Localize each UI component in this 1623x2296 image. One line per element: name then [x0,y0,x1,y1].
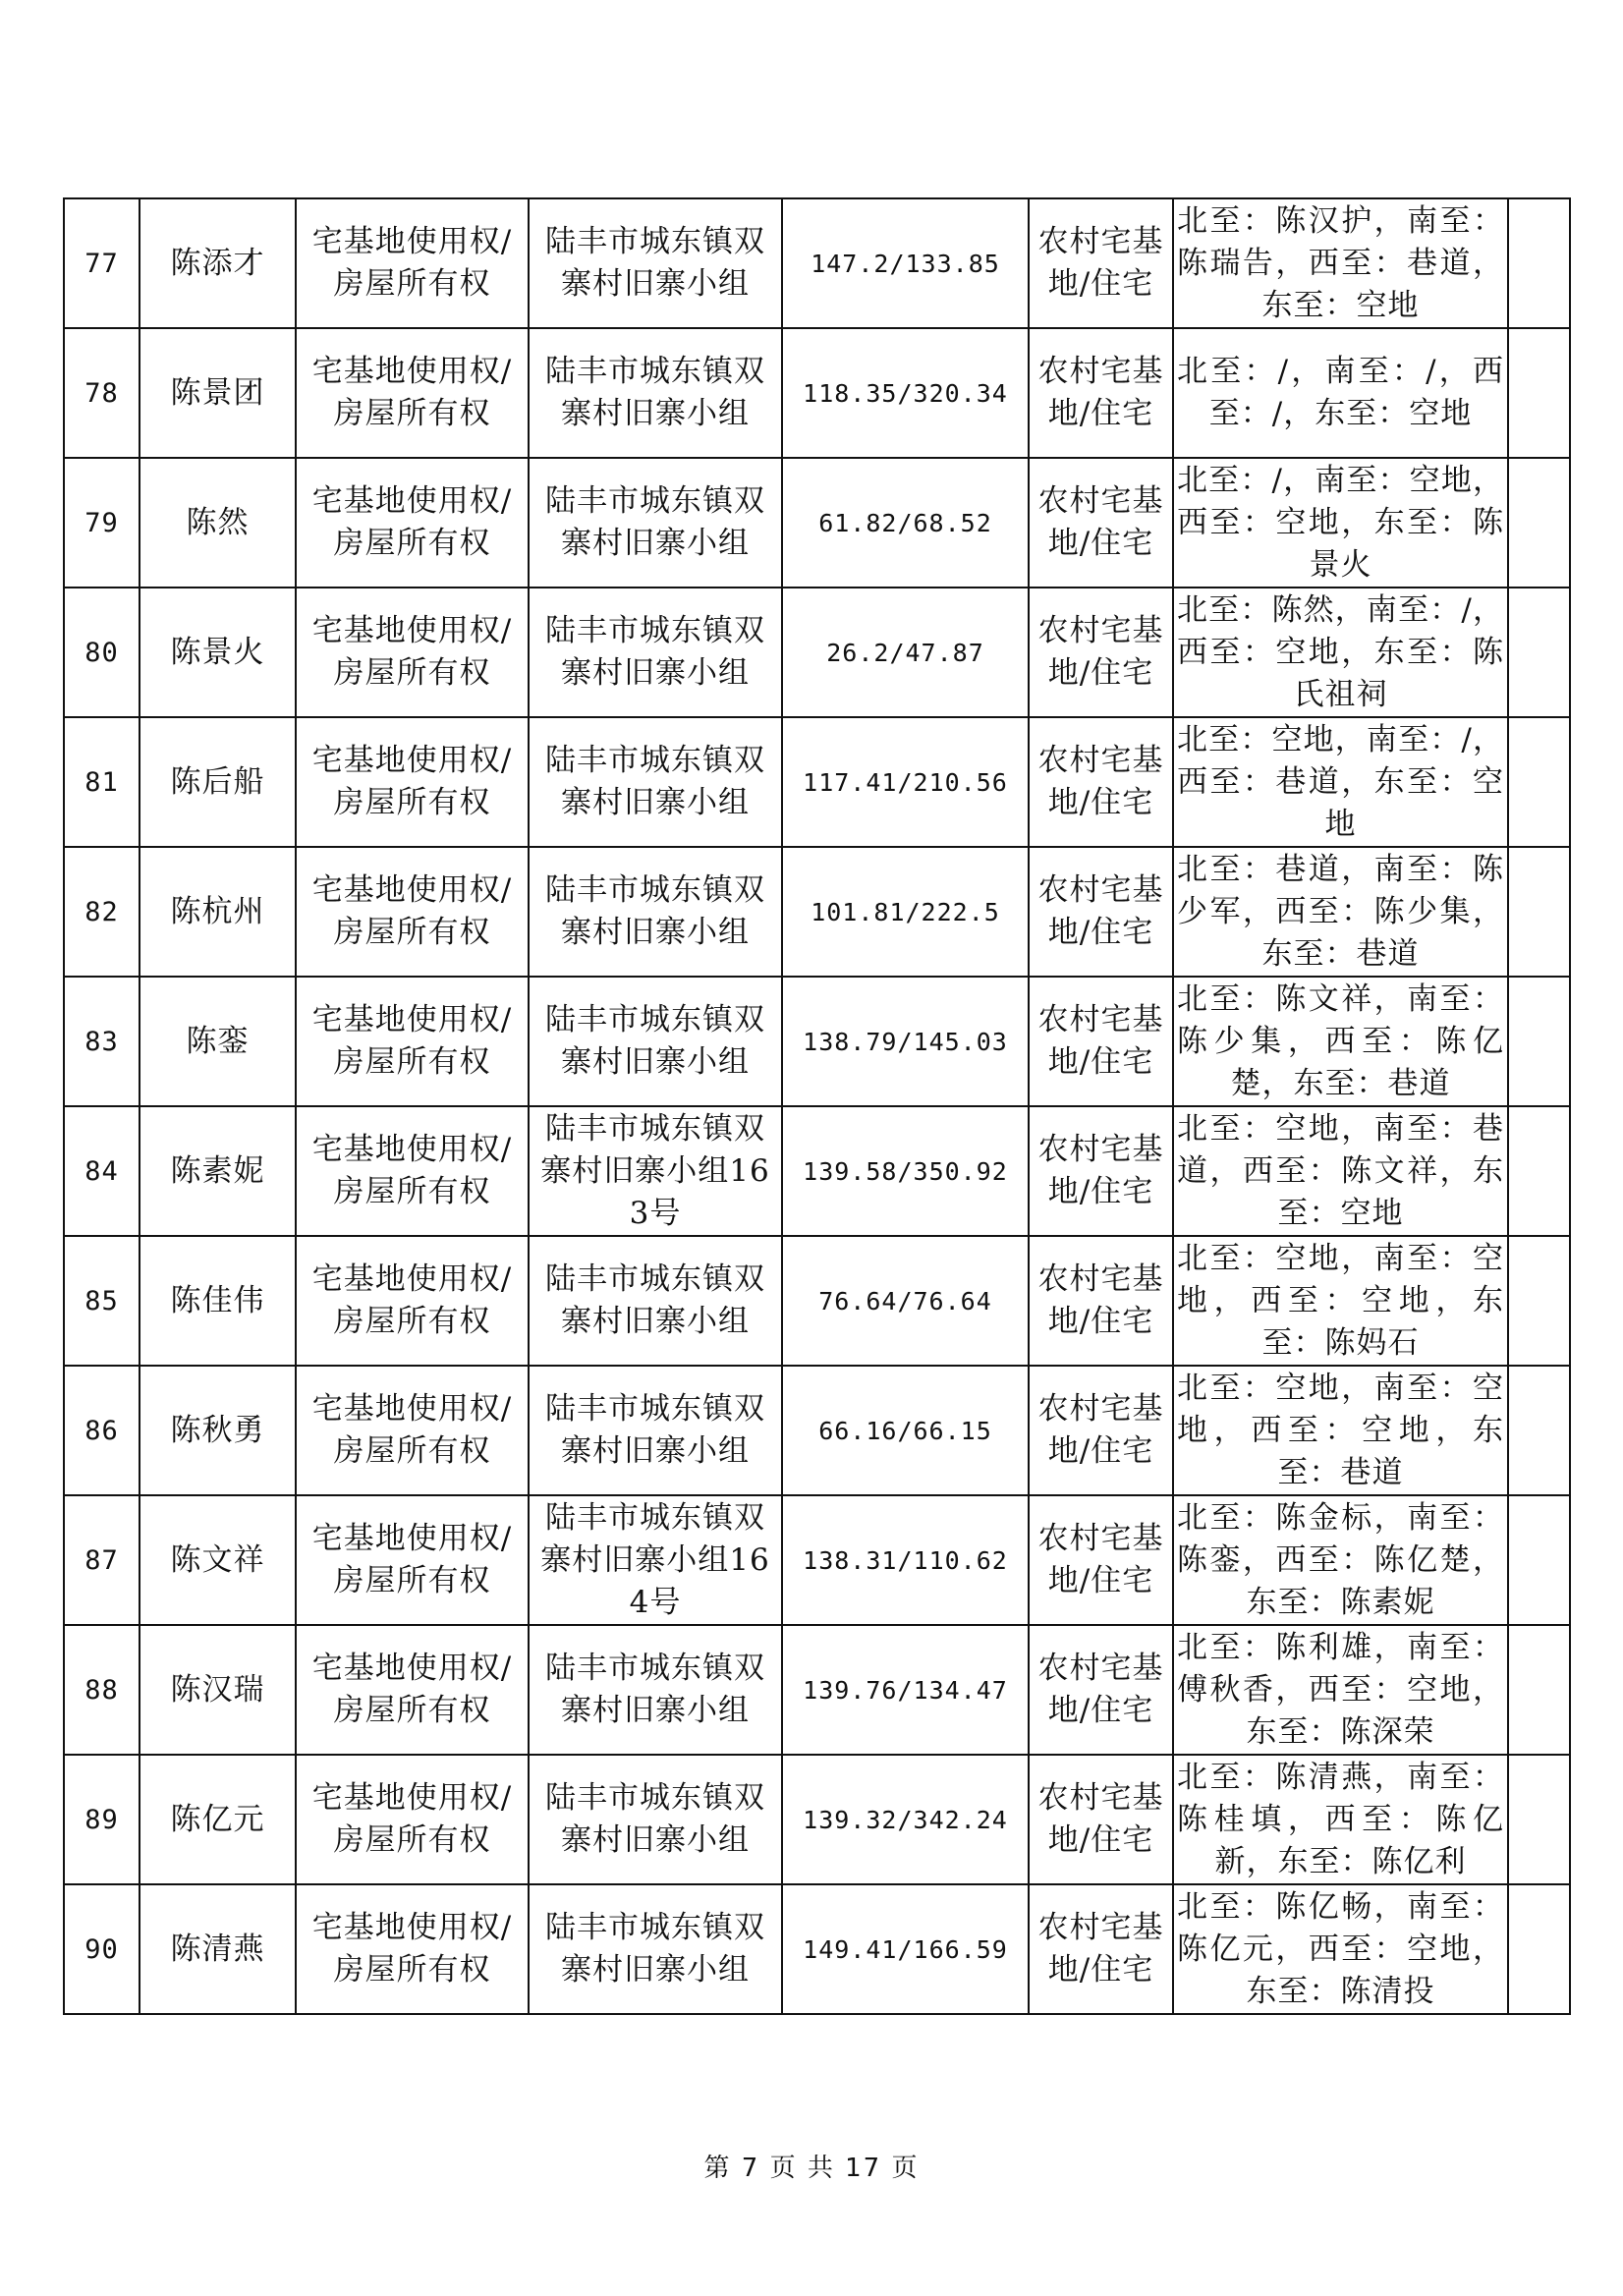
table-row [64,1495,1570,1625]
row-number-cell: 86 [64,1366,140,1495]
land-use-cell: 农村宅基地/住宅 [1029,1755,1173,1884]
right-type-cell: 宅基地使用权/房屋所有权 [296,977,529,1106]
row-number-cell: 90 [64,1884,140,2014]
location-cell: 陆丰市城东镇双寨村旧寨小组 [529,328,782,458]
area-cell: 138.79/145.03 [782,977,1029,1106]
remark-cell [1508,198,1570,328]
location-cell: 陆丰市城东镇双寨村旧寨小组163号 [529,1106,782,1236]
boundary-cell: 北至：空地，南至：空地，西至：空地，东至：陈妈石 [1173,1236,1508,1366]
land-use-cell: 农村宅基地/住宅 [1029,1366,1173,1495]
right-type-cell: 宅基地使用权/房屋所有权 [296,1625,529,1755]
row-number-cell: 87 [64,1495,140,1625]
owner-name-cell: 陈后船 [140,717,296,847]
land-use-cell: 农村宅基地/住宅 [1029,847,1173,977]
area-cell: 147.2/133.85 [782,198,1029,328]
land-use-cell: 农村宅基地/住宅 [1029,328,1173,458]
right-type-cell: 宅基地使用权/房屋所有权 [296,458,529,588]
land-use-cell: 农村宅基地/住宅 [1029,588,1173,717]
location-cell: 陆丰市城东镇双寨村旧寨小组 [529,847,782,977]
area-cell: 61.82/68.52 [782,458,1029,588]
location-cell: 陆丰市城东镇双寨村旧寨小组 [529,977,782,1106]
area-cell: 139.76/134.47 [782,1625,1029,1755]
area-cell: 139.58/350.92 [782,1106,1029,1236]
area-cell: 26.2/47.87 [782,588,1029,717]
row-number-cell: 82 [64,847,140,977]
boundary-cell: 北至：陈然，南至：/，西至：空地，东至：陈氏祖祠 [1173,588,1508,717]
remark-cell [1508,1236,1570,1366]
table-row [64,1884,1570,2014]
area-cell: 138.31/110.62 [782,1495,1029,1625]
land-use-cell: 农村宅基地/住宅 [1029,1106,1173,1236]
location-cell: 陆丰市城东镇双寨村旧寨小组 [529,198,782,328]
boundary-cell: 北至：陈清燕，南至：陈桂填，西至：陈亿新，东至：陈亿利 [1173,1755,1508,1884]
land-use-cell: 农村宅基地/住宅 [1029,1625,1173,1755]
remark-cell [1508,847,1570,977]
owner-name-cell: 陈素妮 [140,1106,296,1236]
boundary-cell: 北至：陈亿畅，南至：陈亿元，西至：空地，东至：陈清投 [1173,1884,1508,2014]
table-row [64,717,1570,847]
table-row [64,1755,1570,1884]
table-row [64,1625,1570,1755]
location-cell: 陆丰市城东镇双寨村旧寨小组 [529,458,782,588]
location-cell: 陆丰市城东镇双寨村旧寨小组 [529,1625,782,1755]
right-type-cell: 宅基地使用权/房屋所有权 [296,1755,529,1884]
land-use-cell: 农村宅基地/住宅 [1029,198,1173,328]
boundary-cell: 北至：陈汉护，南至：陈瑞告，西至：巷道，东至：空地 [1173,198,1508,328]
land-use-cell: 农村宅基地/住宅 [1029,977,1173,1106]
remark-cell [1508,1106,1570,1236]
area-cell: 118.35/320.34 [782,328,1029,458]
owner-name-cell: 陈亿元 [140,1755,296,1884]
land-use-cell: 农村宅基地/住宅 [1029,1236,1173,1366]
table-row [64,198,1570,328]
area-cell: 139.32/342.24 [782,1755,1029,1884]
row-number-cell: 83 [64,977,140,1106]
owner-name-cell: 陈景火 [140,588,296,717]
row-number-cell: 78 [64,328,140,458]
row-number-cell: 77 [64,198,140,328]
property-registry-table [63,197,1571,2015]
area-cell: 101.81/222.5 [782,847,1029,977]
row-number-cell: 79 [64,458,140,588]
table-row [64,458,1570,588]
land-use-cell: 农村宅基地/住宅 [1029,458,1173,588]
location-cell: 陆丰市城东镇双寨村旧寨小组 [529,1236,782,1366]
boundary-cell: 北至：陈金标，南至：陈銮，西至：陈亿楚，东至：陈素妮 [1173,1495,1508,1625]
remark-cell [1508,1884,1570,2014]
right-type-cell: 宅基地使用权/房屋所有权 [296,717,529,847]
remark-cell [1508,977,1570,1106]
row-number-cell: 88 [64,1625,140,1755]
row-number-cell: 84 [64,1106,140,1236]
owner-name-cell: 陈景团 [140,328,296,458]
page-number-footer: 第 7 页 共 17 页 [703,2154,920,2183]
remark-cell [1508,1495,1570,1625]
boundary-cell: 北至：/，南至：/，西至：/，东至：空地 [1173,328,1508,458]
table-row [64,977,1570,1106]
row-number-cell: 89 [64,1755,140,1884]
row-number-cell: 85 [64,1236,140,1366]
remark-cell [1508,1366,1570,1495]
table-row [64,1366,1570,1495]
table-row [64,847,1570,977]
row-number-cell: 80 [64,588,140,717]
right-type-cell: 宅基地使用权/房屋所有权 [296,1106,529,1236]
owner-name-cell: 陈銮 [140,977,296,1106]
right-type-cell: 宅基地使用权/房屋所有权 [296,847,529,977]
right-type-cell: 宅基地使用权/房屋所有权 [296,588,529,717]
right-type-cell: 宅基地使用权/房屋所有权 [296,1495,529,1625]
area-cell: 76.64/76.64 [782,1236,1029,1366]
boundary-cell: 北至：空地，南至：巷道，西至：陈文祥，东至：空地 [1173,1106,1508,1236]
location-cell: 陆丰市城东镇双寨村旧寨小组 [529,717,782,847]
right-type-cell: 宅基地使用权/房屋所有权 [296,328,529,458]
boundary-cell: 北至：空地，南至：空地，西至：空地，东至：巷道 [1173,1366,1508,1495]
area-cell: 66.16/66.15 [782,1366,1029,1495]
owner-name-cell: 陈佳伟 [140,1236,296,1366]
boundary-cell: 北至：空地，南至：/，西至：巷道，东至：空地 [1173,717,1508,847]
owner-name-cell: 陈文祥 [140,1495,296,1625]
right-type-cell: 宅基地使用权/房屋所有权 [296,1366,529,1495]
location-cell: 陆丰市城东镇双寨村旧寨小组 [529,588,782,717]
table-row [64,1106,1570,1236]
owner-name-cell: 陈添才 [140,198,296,328]
remark-cell [1508,717,1570,847]
remark-cell [1508,458,1570,588]
land-use-cell: 农村宅基地/住宅 [1029,1884,1173,2014]
remark-cell [1508,1625,1570,1755]
area-cell: 149.41/166.59 [782,1884,1029,2014]
remark-cell [1508,588,1570,717]
location-cell: 陆丰市城东镇双寨村旧寨小组 [529,1755,782,1884]
right-type-cell: 宅基地使用权/房屋所有权 [296,1884,529,2014]
boundary-cell: 北至：陈利雄，南至：傅秋香，西至：空地，东至：陈深荣 [1173,1625,1508,1755]
row-number-cell: 81 [64,717,140,847]
remark-cell [1508,1755,1570,1884]
table-row [64,1236,1570,1366]
land-use-cell: 农村宅基地/住宅 [1029,1495,1173,1625]
boundary-cell: 北至：巷道，南至：陈少军，西至：陈少集，东至：巷道 [1173,847,1508,977]
owner-name-cell: 陈秋勇 [140,1366,296,1495]
area-cell: 117.41/210.56 [782,717,1029,847]
right-type-cell: 宅基地使用权/房屋所有权 [296,198,529,328]
owner-name-cell: 陈清燕 [140,1884,296,2014]
remark-cell [1508,328,1570,458]
owner-name-cell: 陈杭州 [140,847,296,977]
land-use-cell: 农村宅基地/住宅 [1029,717,1173,847]
location-cell: 陆丰市城东镇双寨村旧寨小组 [529,1884,782,2014]
table-row [64,328,1570,458]
location-cell: 陆丰市城东镇双寨村旧寨小组164号 [529,1495,782,1625]
boundary-cell: 北至：/，南至：空地，西至：空地，东至：陈景火 [1173,458,1508,588]
location-cell: 陆丰市城东镇双寨村旧寨小组 [529,1366,782,1495]
boundary-cell: 北至：陈文祥，南至：陈少集，西至：陈亿楚，东至：巷道 [1173,977,1508,1106]
table-row [64,588,1570,717]
table-body [64,198,1570,2014]
owner-name-cell: 陈然 [140,458,296,588]
right-type-cell: 宅基地使用权/房屋所有权 [296,1236,529,1366]
owner-name-cell: 陈汉瑞 [140,1625,296,1755]
